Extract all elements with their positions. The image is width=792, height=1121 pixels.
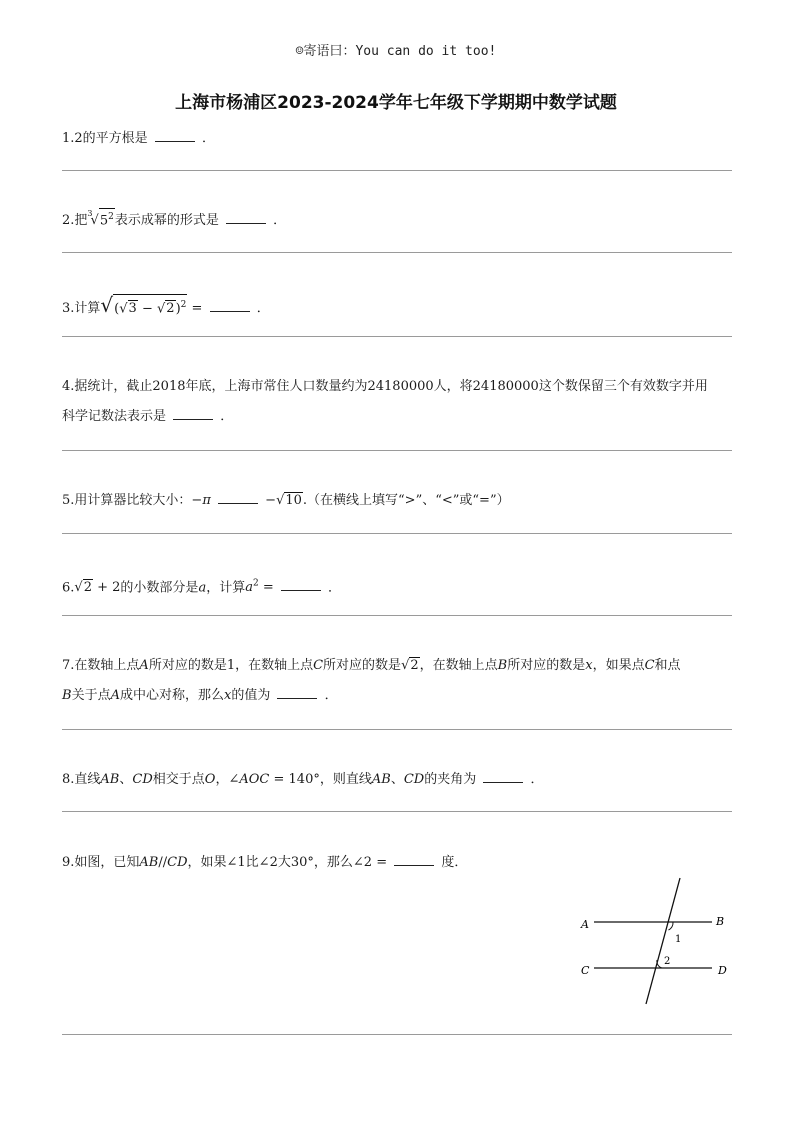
question-divider (62, 1034, 732, 1035)
question-text: ，如果点 (592, 658, 645, 673)
question-end: ． (530, 772, 544, 787)
question-text: 成中心对称，那么 (119, 688, 224, 703)
question-number: 4. (62, 379, 75, 394)
question-end: ． (324, 688, 338, 703)
question-8: 8.直线AB、CD相交于点O，∠AOC = 140°，则直线AB、CD的夹角为 ． (62, 765, 732, 795)
answer-blank[interactable] (226, 209, 266, 224)
question-text: 直线 (74, 772, 101, 787)
question-text: 关于点 (71, 688, 111, 703)
question-5 (62, 486, 732, 516)
question-end: ． (256, 301, 270, 316)
question-text: 2的平方根是 (74, 131, 148, 146)
question-end: ． (201, 131, 215, 146)
math-expression: $√(√3 - √2)^2$ = (100, 293, 203, 317)
question-divider (62, 336, 732, 337)
question-number: 2. (62, 213, 75, 228)
label-a: A (581, 918, 589, 931)
answer-blank[interactable] (173, 405, 213, 420)
question-1 (62, 124, 732, 154)
answer-blank[interactable] (218, 489, 258, 504)
question-4 (62, 372, 732, 432)
question-text: ， (215, 772, 229, 787)
question-text: 据统计，截止2018年底，上海市常住人口数量约为24180000人，将24180000这个数保留三个有效数字并用 (74, 379, 708, 394)
answer-blank[interactable] (277, 684, 317, 699)
question-text: 和点 (654, 658, 681, 673)
question-text: 把 (74, 213, 88, 228)
math-expression: $a^2$ = (245, 579, 274, 596)
header-note: ☺寄语曰：You can do it too! (295, 44, 497, 59)
question-number: 3. (62, 301, 75, 316)
question-9: 9.如图，已知AB//CD，如果∠1比∠2大30°，那么∠2 = 度． (62, 848, 732, 878)
question-number: 8. (62, 772, 75, 787)
question-divider (62, 252, 732, 253)
question-end: ． (273, 213, 287, 228)
question-divider (62, 811, 732, 812)
question-text: 、 (119, 772, 133, 787)
parallel-lines-figure (572, 872, 742, 1012)
question-text: 所对应的数是 (323, 658, 402, 673)
math-expression: −π (191, 493, 211, 508)
math-expression: $^3√5^2$ (87, 209, 114, 228)
label-angle-1: 1 (675, 934, 682, 945)
question-text: 相交于点 (152, 772, 205, 787)
question-text: 所对应的数是 (507, 658, 586, 673)
question-number: 9. (62, 855, 75, 870)
label-d: D (718, 964, 727, 977)
question-3 (62, 290, 732, 324)
answer-blank[interactable] (210, 297, 250, 312)
answer-blank[interactable] (394, 851, 434, 866)
question-text: ，那么 (313, 855, 353, 870)
answer-blank[interactable] (281, 576, 321, 591)
question-divider (62, 170, 732, 171)
answer-blank[interactable] (155, 127, 195, 142)
question-text: ，在数轴上点 (419, 658, 498, 673)
label-b: B (716, 915, 725, 928)
question-number: 1. (62, 131, 75, 146)
page-title: 上海市杨浦区2023-2024学年七年级下学期期中数学试题 (175, 93, 617, 113)
label-angle-2: 2 (664, 956, 671, 967)
question-text: 的小数部分是 (120, 580, 199, 596)
question-2 (62, 206, 732, 237)
question-6: 6.√2 + 2的小数部分是a，计算$a^2$ = ． (62, 569, 732, 603)
question-number: 6. (62, 580, 75, 596)
label-c: C (581, 964, 590, 977)
question-divider (62, 729, 732, 730)
question-7: 7.在数轴上点A所对应的数是1，在数轴上点C所对应的数是√2，在数轴上点B所对应的数是x，如果点C和点 B关于点A成中心对称，那么x的值为 ． (62, 658, 681, 703)
question-divider (62, 533, 732, 534)
question-end: 度． (441, 855, 468, 870)
question-end: ． (220, 409, 234, 424)
question-text: 用计算器比较大小： (74, 493, 192, 508)
question-divider (62, 450, 732, 451)
question-text: 科学记数法表示是 (62, 409, 167, 424)
question-number: 7. (62, 658, 75, 673)
question-text: 计算 (74, 301, 101, 316)
question-number: 5. (62, 493, 75, 508)
question-text: 如图，已知 (74, 855, 140, 870)
question-text: 所对应的数是1，在数轴上点 (148, 658, 314, 673)
math-expression: √2 + 2 (74, 580, 121, 596)
question-text: 在数轴上点 (74, 658, 140, 673)
question-text: ，则直线 (319, 772, 372, 787)
answer-blank[interactable] (483, 768, 523, 783)
question-text: 表示成幂的形式是 (114, 213, 219, 228)
angle-1-arc (669, 922, 674, 930)
question-text: 的夹角为 (424, 772, 477, 787)
question-text: .（在横线上填写“>”、“<”或“=”） (302, 493, 510, 508)
question-divider (62, 615, 732, 616)
question-text: ，如果∠1比∠2大 (187, 855, 291, 870)
question-text: 、 (390, 772, 404, 787)
math-expression: −√10 (265, 493, 302, 508)
question-text: 的值为 (231, 688, 271, 703)
question-text: ，计算 (206, 580, 246, 596)
question-end: ． (328, 580, 342, 596)
